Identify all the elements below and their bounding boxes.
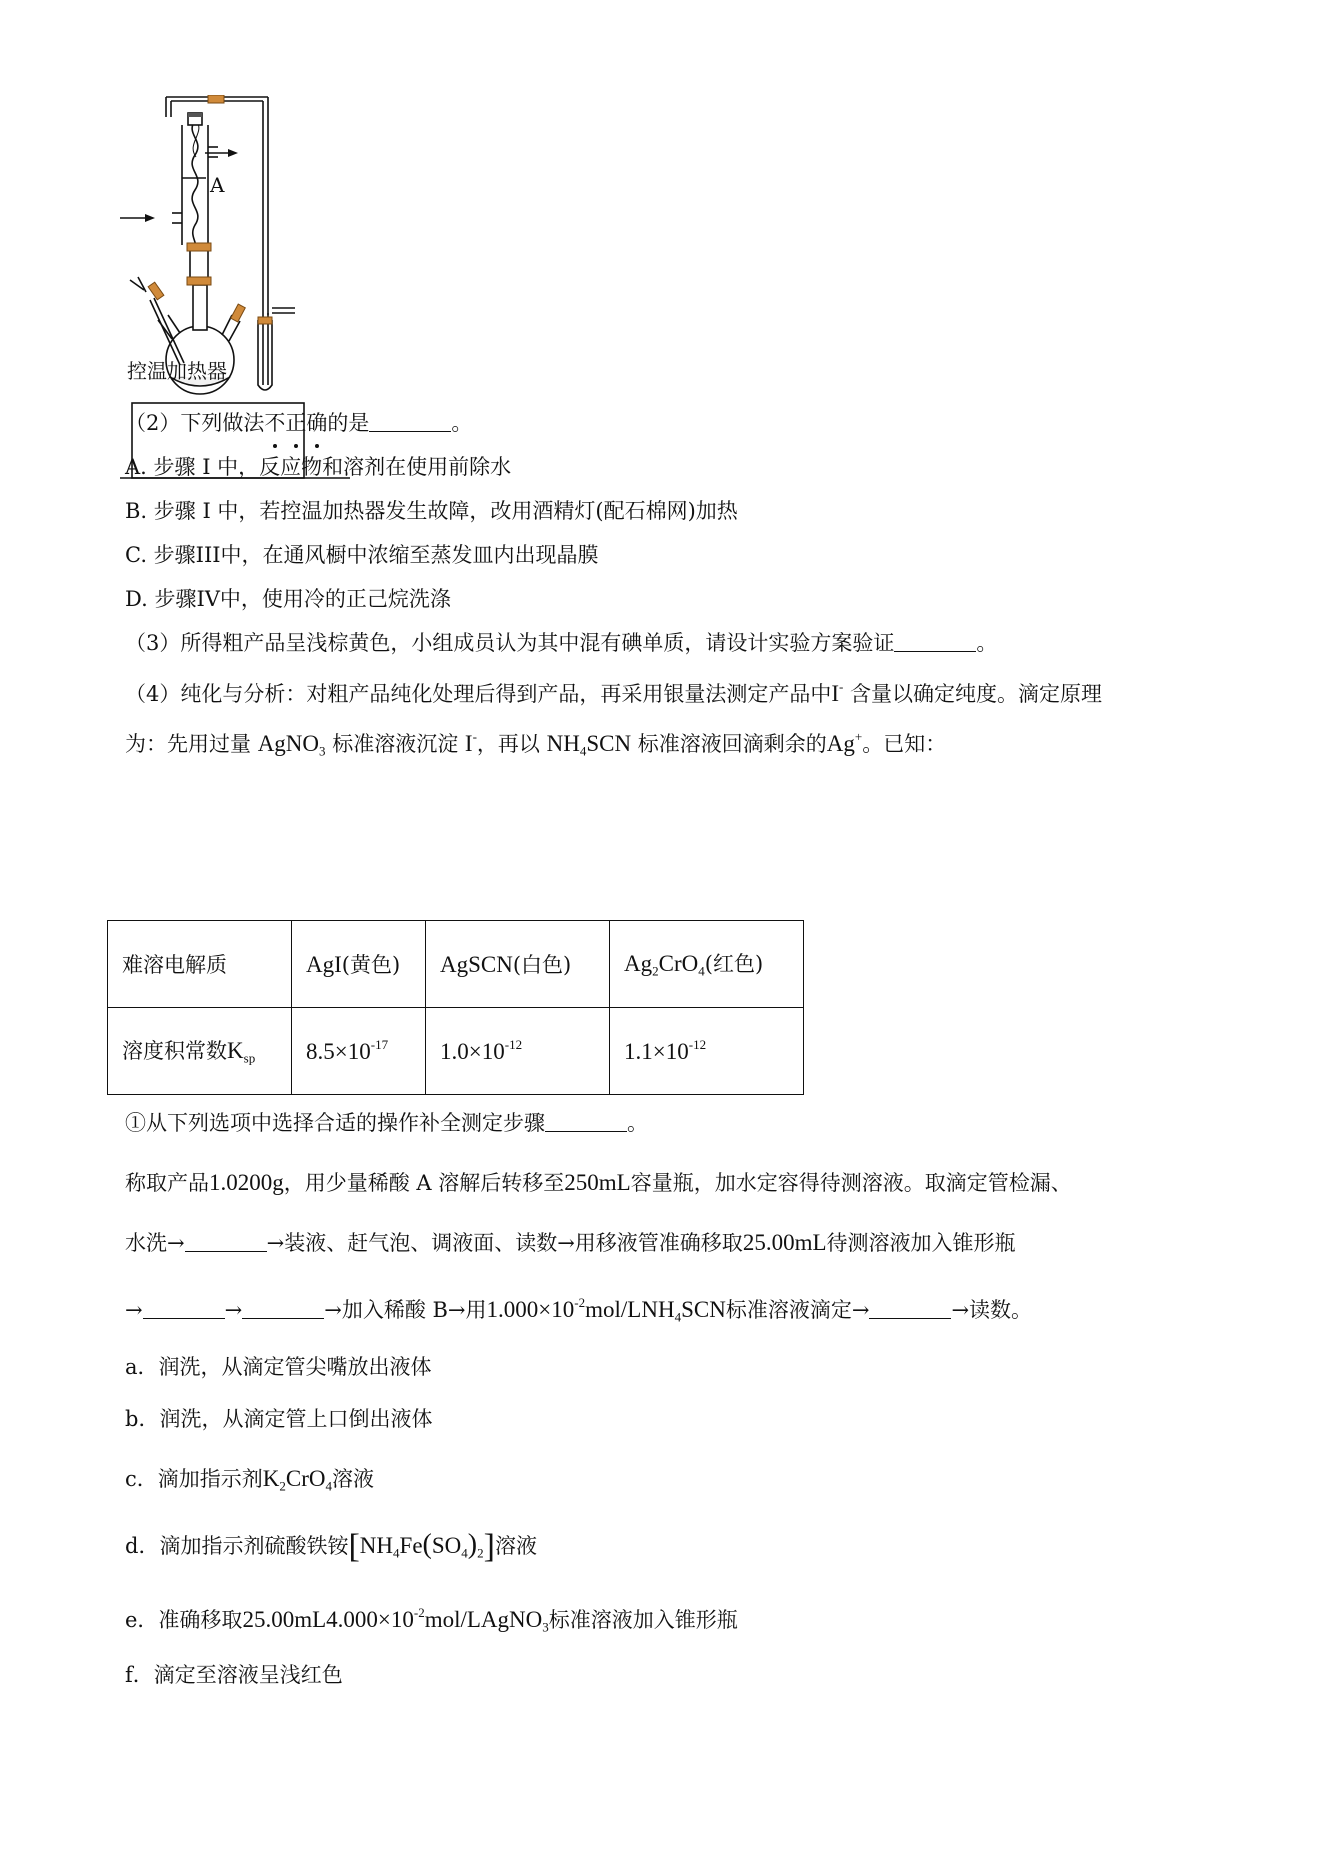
- procedure-line1: [125, 1168, 1072, 1198]
- option-d: D. 步骤IV中，使用冷的正己烷洗涤: [125, 587, 451, 611]
- ksp-symbol: K: [227, 1038, 244, 1064]
- choice-text: d．滴加指示剂硫酸铁铵: [125, 1534, 349, 1558]
- q4-text: 为：先用过量: [125, 731, 258, 756]
- procedure-line3: [125, 1288, 1032, 1332]
- question-3: [125, 628, 997, 658]
- color-note: (红色): [704, 952, 764, 977]
- procedure-text: →装液、赶气泡、调液面、读数→用移液管准确移取: [266, 1231, 743, 1255]
- q4-text: ，再以: [476, 731, 547, 756]
- ksp-sub: sp: [243, 1050, 256, 1066]
- ksp-table: [107, 920, 804, 1095]
- formula: SCN: [586, 730, 632, 756]
- q3-end: 。: [976, 631, 998, 655]
- iodide-ion: I: [831, 680, 840, 706]
- table-cell: [426, 1008, 610, 1095]
- question-4-1: [125, 1108, 648, 1138]
- answer-blank[interactable]: [143, 1298, 225, 1319]
- formula: SO: [431, 1533, 462, 1558]
- formula: Ag: [624, 951, 653, 977]
- ion-charge: +: [854, 729, 863, 744]
- exponent: -2: [574, 1295, 586, 1310]
- table-cell: [108, 1008, 292, 1095]
- concentration-value: 1.000×10: [486, 1296, 575, 1322]
- formula-sub: 4: [674, 1309, 682, 1325]
- q4-text: （4）纯化与分析：对粗产品纯化处理后得到产品，再采用银量法测定产品中: [125, 681, 832, 706]
- answer-blank[interactable]: [185, 1231, 267, 1252]
- q2-end: 。: [451, 411, 473, 435]
- procedure-line2: [125, 1228, 1016, 1258]
- formula-sub: 4: [393, 1545, 400, 1561]
- left-paren: (: [422, 1529, 432, 1560]
- q3-text: （3）所得粗产品呈浅棕黄色，小组成员认为其中混有碘单质，请设计实验方案验证: [125, 631, 895, 655]
- silver-ion: Ag: [826, 730, 855, 756]
- unit: mol/LNH: [585, 1296, 675, 1322]
- procedure-text: 称取产品: [125, 1171, 209, 1195]
- ksp-value: 8.5×10: [306, 1038, 371, 1064]
- formula: CrO: [658, 951, 699, 977]
- ion-charge: -: [839, 679, 844, 694]
- answer-blank[interactable]: [869, 1298, 951, 1319]
- ksp-value: 1.0×10: [440, 1038, 505, 1064]
- table-cell: [610, 921, 804, 1008]
- formula-sub: 3: [542, 1619, 549, 1635]
- q4-text: 。已知：: [862, 731, 947, 756]
- choice-b: b．润洗，从滴定管上口倒出液体: [125, 1407, 433, 1431]
- formula-sub: 4: [698, 963, 705, 979]
- table-cell: [108, 921, 292, 1008]
- ksp-exp: -12: [504, 1037, 523, 1053]
- unit: mol/LAgNO: [424, 1606, 543, 1632]
- question-4-line2: [125, 722, 946, 766]
- question-4-line1: [125, 672, 1102, 709]
- formula-sub: 2: [477, 1545, 484, 1561]
- q4-text: 含量以确定纯度。滴定原理: [843, 681, 1103, 706]
- formula-sub: 2: [652, 963, 659, 979]
- option-c: C. 步骤III中，在通风橱中浓缩至蒸发皿内出现晶膜: [125, 543, 599, 567]
- choice-text: e．准确移取: [125, 1607, 243, 1632]
- formula-sub: 4: [461, 1545, 468, 1561]
- header-label: 难溶电解质: [122, 953, 227, 977]
- procedure-text: ，用少量稀酸 A 溶解后转移至: [283, 1171, 565, 1195]
- table-row: [108, 1008, 804, 1095]
- iodide-ion: I: [464, 730, 473, 756]
- formula-sub: 2: [279, 1478, 286, 1494]
- option-b: B. 步骤 I 中，若控温加热器发生故障，改用酒精灯(配石棉网)加热: [125, 499, 738, 523]
- procedure-text: 水洗→: [125, 1231, 185, 1255]
- table-cell: [292, 921, 426, 1008]
- right-paren: ): [467, 1529, 478, 1560]
- heater-label: 控温加热器: [127, 359, 227, 383]
- formula: SCN: [681, 1296, 726, 1322]
- q4-text: 标准溶液沉淀: [325, 731, 465, 756]
- formula: AgNO: [257, 730, 320, 756]
- formula: NH: [546, 730, 580, 756]
- volume-value: 250mL: [564, 1170, 631, 1195]
- procedure-text: →读数。: [951, 1297, 1033, 1322]
- emphasis-char: 确: [306, 408, 327, 438]
- formula: AgI: [306, 952, 342, 977]
- table-header-row: [108, 921, 804, 1008]
- row-label: 溶度积常数: [122, 1039, 227, 1064]
- choice-text: c．滴加指示剂: [125, 1467, 263, 1491]
- q2-prefix: （2）下列做法: [125, 411, 265, 435]
- test-tube: [258, 320, 272, 390]
- procedure-text: →: [224, 1297, 243, 1322]
- q41-text: ①从下列选项中选择合适的操作补全测定步骤: [125, 1111, 545, 1135]
- condenser-label: A: [210, 173, 225, 197]
- choice-e: [125, 1598, 738, 1642]
- formula: K: [262, 1466, 280, 1491]
- left-bracket: [: [348, 1528, 360, 1565]
- exponent: -2: [413, 1605, 425, 1620]
- emphasis-char: 不: [264, 408, 285, 438]
- choice-c: [125, 1464, 374, 1502]
- volume-value: 25.00mL: [742, 1230, 827, 1255]
- q4-text: 标准溶液回滴剩余的: [631, 731, 827, 756]
- concentration-value: 25.00mL4.000×10: [242, 1606, 414, 1632]
- choice-text: 溶液: [332, 1467, 375, 1491]
- choice-text: 溶液: [494, 1534, 537, 1558]
- answer-blank[interactable]: [894, 631, 976, 652]
- table-cell: [292, 1008, 426, 1095]
- table-cell: [610, 1008, 804, 1095]
- answer-blank[interactable]: [242, 1298, 324, 1319]
- procedure-text: 容量瓶，加水定容得待测溶液。取滴定管检漏、: [630, 1171, 1072, 1195]
- procedure-text: 标准溶液滴定→: [725, 1297, 870, 1322]
- formula: Fe: [399, 1533, 423, 1558]
- formula: NH: [359, 1533, 394, 1558]
- answer-blank[interactable]: [369, 411, 451, 432]
- choice-d: [125, 1530, 537, 1569]
- ksp-exp: -12: [688, 1037, 707, 1053]
- procedure-text: →加入稀酸 B→用: [324, 1297, 487, 1322]
- formula-sub: 4: [325, 1478, 333, 1494]
- choice-a: a．润洗，从滴定管尖嘴放出液体: [125, 1355, 432, 1379]
- right-bracket: ]: [483, 1528, 495, 1565]
- q41-end: 。: [627, 1111, 648, 1135]
- formula: AgSCN: [440, 952, 513, 977]
- emphasis-char: 正: [285, 408, 306, 438]
- ksp-exp: -17: [370, 1037, 389, 1053]
- formula-sub: 3: [319, 743, 326, 759]
- ksp-value: 1.1×10: [624, 1038, 689, 1064]
- formula-sub: 4: [579, 743, 587, 759]
- choice-text: 标准溶液加入锥形瓶: [548, 1607, 738, 1632]
- color-note: (白色): [512, 953, 572, 977]
- color-note: (黄色): [341, 953, 401, 977]
- answer-blank[interactable]: [545, 1111, 627, 1132]
- question-2: [125, 408, 472, 438]
- q2-suffix: 的是: [327, 411, 370, 435]
- mass-value: 1.0200g: [209, 1170, 284, 1195]
- procedure-text: →: [125, 1297, 143, 1322]
- procedure-text: 待测溶液加入锥形瓶: [826, 1231, 1016, 1255]
- choice-f: f．滴定至溶液呈浅红色: [125, 1663, 343, 1687]
- table-cell: [426, 921, 610, 1008]
- ion-charge: -: [472, 729, 477, 744]
- formula: CrO: [285, 1466, 326, 1491]
- option-a: A. 步骤 I 中，反应物和溶剂在使用前除水: [125, 455, 512, 479]
